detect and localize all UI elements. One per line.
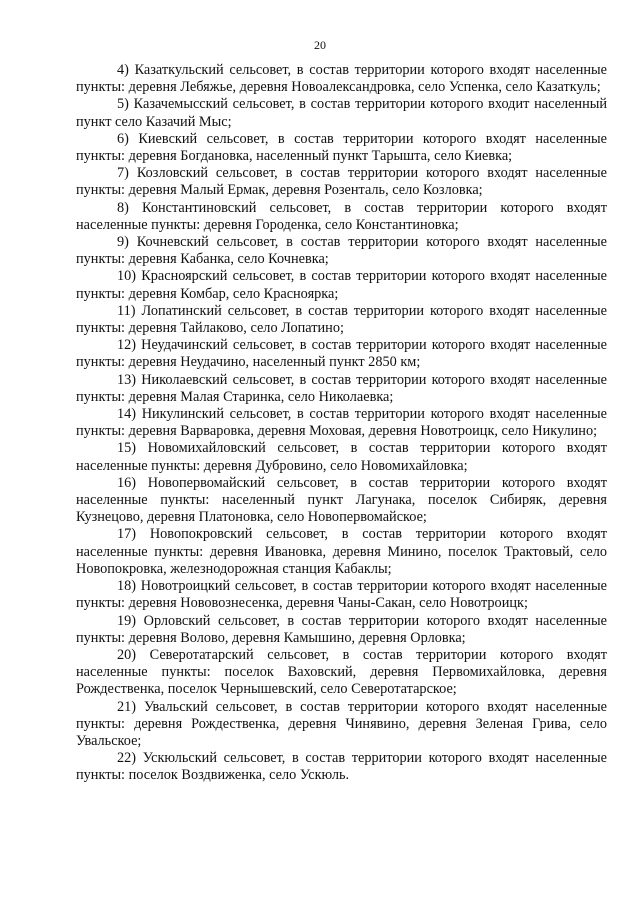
list-item: 10) Красноярский сельсовет, в состав территории которого входят населенные пункты: деревня Комбар, село Красноярка; xyxy=(76,268,607,302)
list-item: 21) Увальский сельсовет, в состав территории которого входят населенные пункты: деревня Рождественка, деревня Чинявино, деревня Зеленая Грива, село Увальское; xyxy=(76,698,607,749)
list-item: 17) Новопокровский сельсовет, в состав территории которого входят населенные пункты: деревня Ивановка, деревня Минино, поселок Трактовый, село Новопокровка, железнодорожная станция Кабаклы; xyxy=(76,526,607,577)
list-item: 6) Киевский сельсовет, в состав территории которого входят населенные пункты: деревня Богдановка, населенный пункт Тарышта, село Киевка; xyxy=(76,130,607,165)
list-item: 13) Николаевский сельсовет, в состав территории которого входят населенные пункты: деревня Малая Старинка, село Николаевка; xyxy=(76,371,607,405)
list-item: 19) Орловский сельсовет, в состав территории которого входят населенные пункты: деревня Волово, деревня Камышино, деревня Орловка; xyxy=(76,612,607,646)
document-body xyxy=(76,62,607,785)
list-item: 4) Казаткульский сельсовет, в состав территории которого входят населенные пункты: деревня Лебяжье, деревня Новоалександровка, село Успенка, село Казаткуль; xyxy=(76,62,607,96)
list-item: 8) Константиновский сельсовет, в состав территории которого входят населенные пункты: деревня Городенка, село Константиновка; xyxy=(76,199,607,233)
list-item: 5) Казачемысский сельсовет, в состав территории которого входит населенный пункт село Казачий Мыс; xyxy=(76,96,607,130)
page-number: 20 xyxy=(314,38,326,52)
list-item: 20) Северотатарский сельсовет, в состав территории которого входят населенные пункты: поселок Ваховский, деревня Первомихайловка, деревня Рождественка, поселок Чернышевский, село Северотатарское; xyxy=(76,646,607,698)
list-item: 14) Никулинский сельсовет, в состав территории которого входят населенные пункты: деревня Варваровка, деревня Моховая, деревня Новотроицк, село Никулино; xyxy=(76,406,607,440)
list-item: 11) Лопатинский сельсовет, в состав территории которого входят населенные пункты: деревня Тайлаково, село Лопатино; xyxy=(76,302,607,337)
list-item: 12) Неудачинский сельсовет, в состав территории которого входят населенные пункты: деревня Неудачино, населенный пункт 2850 км; xyxy=(76,337,607,371)
list-item: 7) Козловский сельсовет, в состав территории которого входят населенные пункты: деревня Малый Ермак, деревня Розенталь, село Козловка; xyxy=(76,165,607,199)
list-item: 9) Кочневский сельсовет, в состав территории которого входят населенные пункты: деревня Кабанка, село Кочневка; xyxy=(76,234,607,268)
list-item: 18) Новотроицкий сельсовет, в состав территории которого входят населенные пункты: деревня Нововознесенка, деревня Чаны-Сакан, село Новотроицк; xyxy=(76,578,607,612)
list-item: 16) Новопервомайский сельсовет, в состав территории которого входят населенные пункты: населенный пункт Лагунака, поселок Сибиряк, деревня Кузнецово, деревня Платоновка, село Новопервомайское; xyxy=(76,474,607,526)
list-item: 22) Ускюльский сельсовет, в состав территории которого входят населенные пункты: поселок Воздвиженка, село Ускюль. xyxy=(76,750,607,784)
list-item: 15) Новомихайловский сельсовет, в состав территории которого входят населенные пункты: деревня Дубровино, село Новомихайловка; xyxy=(76,440,607,474)
